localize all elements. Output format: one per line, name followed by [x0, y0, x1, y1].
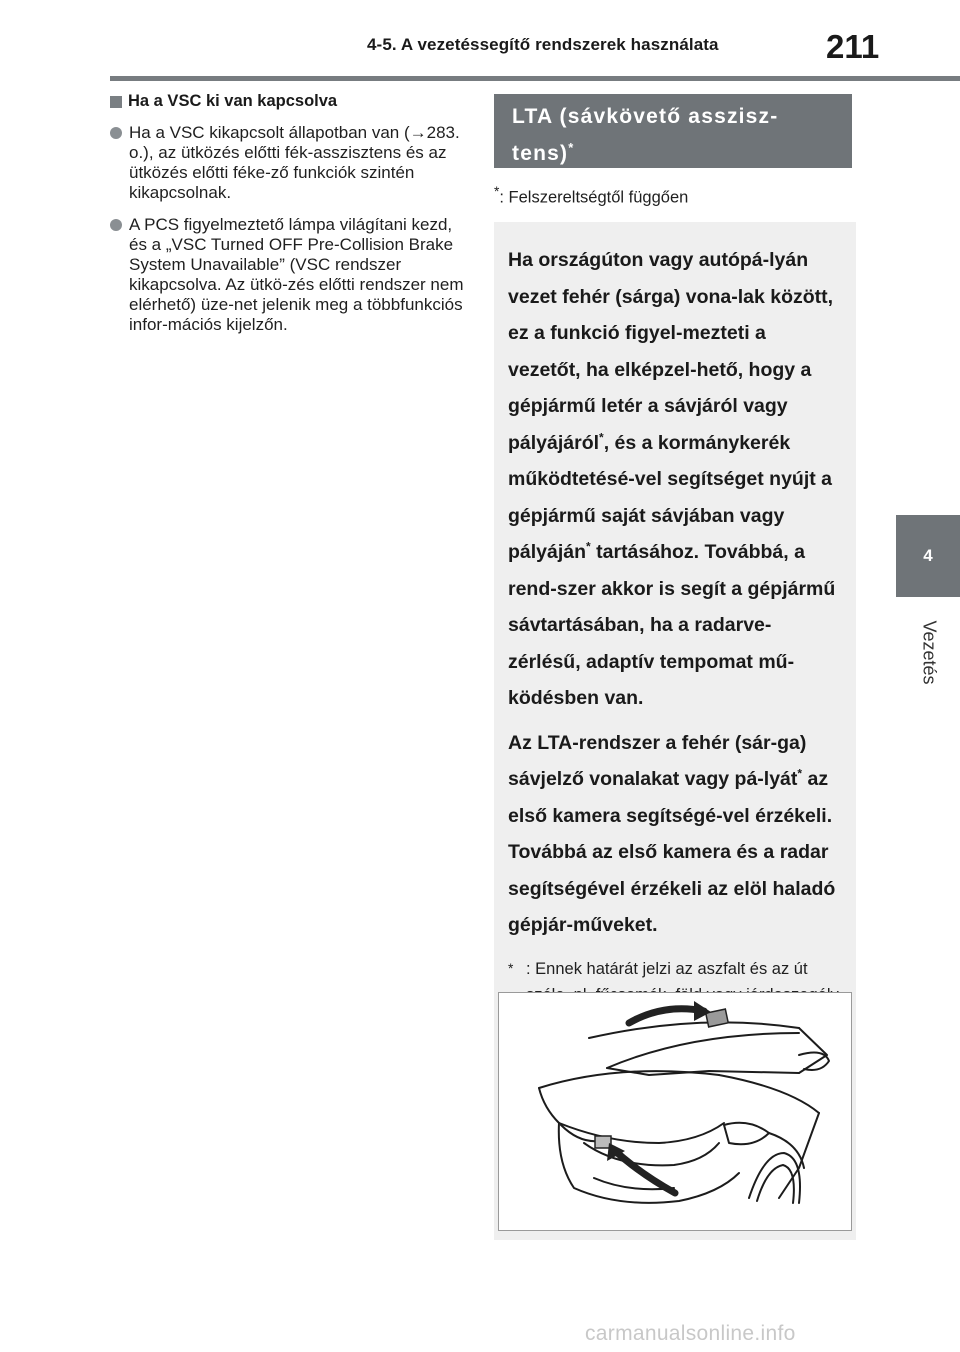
section-heading-text: Ha a VSC ki van kapcsolva — [128, 92, 338, 110]
chapter-header-title: 4-5. A vezetéssegítő rendszerek használata — [367, 35, 719, 54]
bullet-text: A PCS figyelmeztető lámpa világítani kezd, és a „VSC Turned OFF Pre-Collision Brake System Unavailable” (VSC rendszer kikapcsolva. Az ütkö-zés előtti rendszer nem elérhető) üze-net jelenik meg a többfunkciós infor-mációs kijelzőn. — [129, 215, 464, 334]
paragraph-text: tartásához. Továbbá, a rend-szer akkor is segít a gépjármű sávtartásában, ha a radarve-zérlésű, adaptív tempomat mű-ködésben van. — [508, 541, 836, 709]
page-number: 211 — [826, 28, 880, 65]
chapter-tab-label-text: Vezetés — [919, 619, 940, 685]
footnote-marker: * — [568, 140, 575, 155]
footnote-marker: * — [508, 960, 514, 976]
bullet-text: Ha a VSC kikapcsolt állapotban van (→283. o.), az ütközés előtti fék-asszisztens és az ütközés előtti féke-ző funkciók szintén kikapcsolnak. — [129, 123, 460, 202]
chapter-tab-label — [916, 612, 942, 692]
lta-section-title — [494, 94, 852, 168]
footnote-marker: * — [599, 430, 604, 444]
square-bullet-icon — [110, 96, 122, 108]
footnote-marker: * — [797, 766, 803, 781]
left-column — [110, 92, 470, 335]
paragraph-text: Ha országúton vagy autópá-lyán vezet fehér (sárga) vona-lak között, ez a funkció figyel-mezteti a vezetőt, ha elképzel-hető, hogy a gépjármű letér a sávjáról vagy pályájáról — [508, 249, 834, 454]
lta-sensor-paragraph — [508, 725, 842, 944]
car-illustration-drawing — [499, 993, 851, 1230]
chapter-tab-number: 4 — [896, 515, 960, 597]
availability-footnote-text: : Felszereltségtől függően — [499, 188, 689, 207]
lta-title-text: LTA (sávkövető asszisz-tens) — [512, 105, 779, 165]
circle-bullet-icon — [110, 219, 122, 231]
paragraph-text: az első kamera segítségé-vel érzékeli. Továbbá az első kamera és a radar segítségével érzékeli az elöl haladó gépjár-műveket. — [508, 768, 836, 936]
panel-footnote-text: : Ennek határát jelzi az aszfalt és az út — [526, 959, 808, 978]
lta-description-paragraph — [508, 242, 842, 717]
circle-bullet-icon — [110, 127, 122, 139]
header-rule — [110, 76, 960, 81]
bullet-item — [110, 215, 470, 335]
section-heading — [110, 92, 470, 111]
availability-footnote — [494, 184, 688, 208]
watermark: carmanualsonline.info — [585, 1322, 796, 1345]
bullet-item — [110, 123, 470, 203]
paragraph-text: Az LTA-rendszer a fehér (sár-ga) sávjelző vonalakat vagy pá-lyát — [508, 731, 807, 790]
footnote-marker: * — [586, 539, 591, 554]
car-sensor-illustration — [498, 992, 852, 1231]
lta-description-panel — [494, 222, 856, 1240]
footnote-marker: * — [494, 184, 500, 199]
paragraph-text: , és a kormánykerék működtetésé-vel segítséget nyújt a gépjármű saját sávjában vagy pályáján — [508, 431, 833, 563]
